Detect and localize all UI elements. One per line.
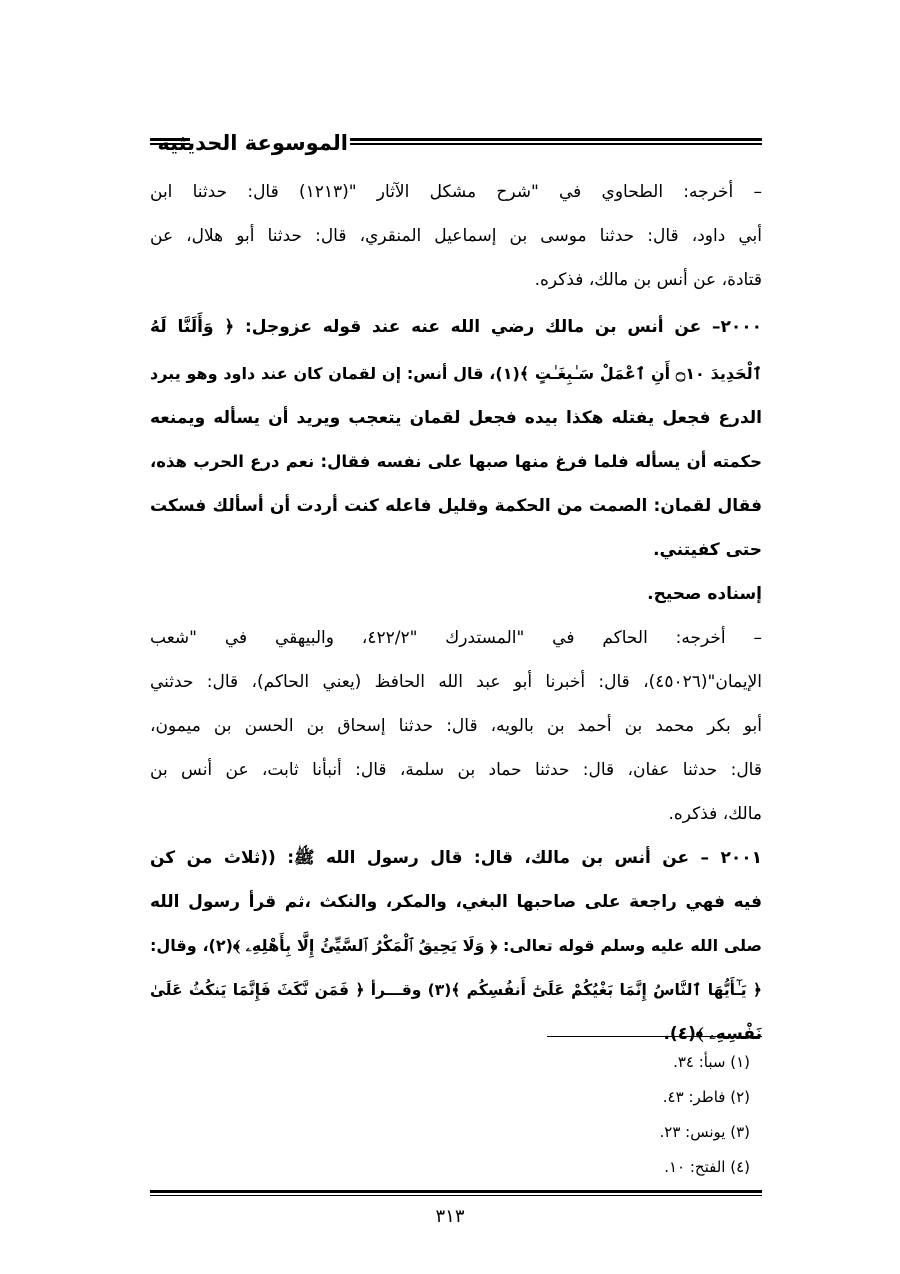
- hadith-text-line: فيه فهي راجعة على صاحبها البغي، والمكر، والنكث ،ثم قرأ رسول الله: [150, 892, 762, 912]
- takhrij-line: قال: حدثنا عفان، قال: حدثنا حماد بن سلمة، قال: أنبأنا ثابت، عن أنس بن: [150, 760, 762, 780]
- hadith-2000-heading: ٢٠٠٠– عن أنس بن مالك رضي الله عنه عند قوله عزوجل: ﴿ وَأَلَنَّا لَهُ: [150, 317, 762, 337]
- footer-rule: [150, 1190, 762, 1196]
- hadith-text-line: حتى كفيتني.: [653, 540, 762, 560]
- text-line: – أخرجه: الطحاوي في "شرح مشكل الآثار "(١٢١٣) قال: حدثنا ابن: [150, 182, 762, 202]
- hadith-text-line: حكمته أن يسأله فلما فرغ منها صبها على نفسه فقال: نعم درع الحرب هذه،: [150, 452, 762, 471]
- takhrij-line: مالك، فذكره.: [668, 804, 762, 824]
- footnote-separator: [547, 1036, 762, 1037]
- hadith-text-line: ﴿ يَـٰٓأَيُّهَا ٱلنَّاسُ إِنَّمَا بَغْيُكُمْ عَلَىٰٓ أَنفُسِكُم ﴾(٣) وقـــرأ ﴿ فَمَن نَّكَثَ فَإِنَّمَا يَنكُثُ عَلَىٰ: [150, 981, 762, 999]
- hadith-text-line: صلى الله عليه وسلم قوله تعالى: ﴿ وَلَا يَحِيقُ ٱلْمَكْرُ ٱلسَّيِّئُ إِلَّا بِأَهْلِهِۦ ﴾(٢)، وقال:: [150, 936, 762, 955]
- isnad-grade: إسناده صحيح.: [647, 584, 762, 604]
- takhrij-line: الإيمان"(٤٥٠٢٦)، قال: أخبرنا أبو عبد الله الحافظ (يعني الحاكم)، قال: حدثني: [150, 672, 762, 692]
- takhrij-line: – أخرجه: الحاكم في "المستدرك "٤٢٢/٢، والبيهقي في "شعب: [150, 628, 762, 648]
- footnote-item: (٣) يونس: ٢٣.: [659, 1123, 750, 1141]
- hadith-text-line: الدرع فجعل يفتله هكذا بيده فجعل لقمان يتعجب ويريد أن يسأله ويمنعه: [150, 408, 762, 428]
- footnote-item: (١) سبأ: ٣٤.: [673, 1053, 750, 1071]
- footnotes: [450, 1045, 750, 1185]
- header-rule-right: [350, 138, 762, 145]
- header-title: الموسوعة الحديثية: [157, 131, 348, 155]
- page-number: ٣١٣: [435, 1206, 465, 1227]
- hadith-text-line: فقال لقمان: الصمت من الحكمة وقليل فاعله كنت أردت أن أسألك فسكت: [150, 496, 762, 516]
- footnote-item: (٤) الفتح: ١٠.: [664, 1158, 750, 1176]
- hadith-text-line: نَفْسِهِۦ ﴾(٤).: [663, 1024, 762, 1044]
- running-header: [150, 125, 762, 161]
- text-line: قتادة، عن أنس بن مالك، فذكره.: [534, 270, 762, 290]
- footnote-item: (٢) فاطر: ٤٣.: [662, 1088, 750, 1106]
- main-text: [150, 170, 762, 1056]
- hadith-text-line: ٱلْحَدِيدَ ۝١٠ أَنِ ٱعْمَلْ سَـٰبِغَـٰتٍ ﴾(١)، قال أنس: إن لقمان كان عند داود وهو يبرد: [150, 364, 762, 383]
- takhrij-line: أبو بكر محمد بن أحمد بن بالويه، قال: حدثنا إسحاق بن الحسن بن ميمون،: [150, 716, 762, 736]
- text-line: أبي داود، قال: حدثنا موسى بن إسماعيل المنقري، قال: حدثنا أبو هلال، عن: [150, 226, 762, 246]
- hadith-2001-heading: ٢٠٠١ – عن أنس بن مالك، قال: قال رسول الله ﷺ: ((ثلاث من كن: [150, 848, 762, 868]
